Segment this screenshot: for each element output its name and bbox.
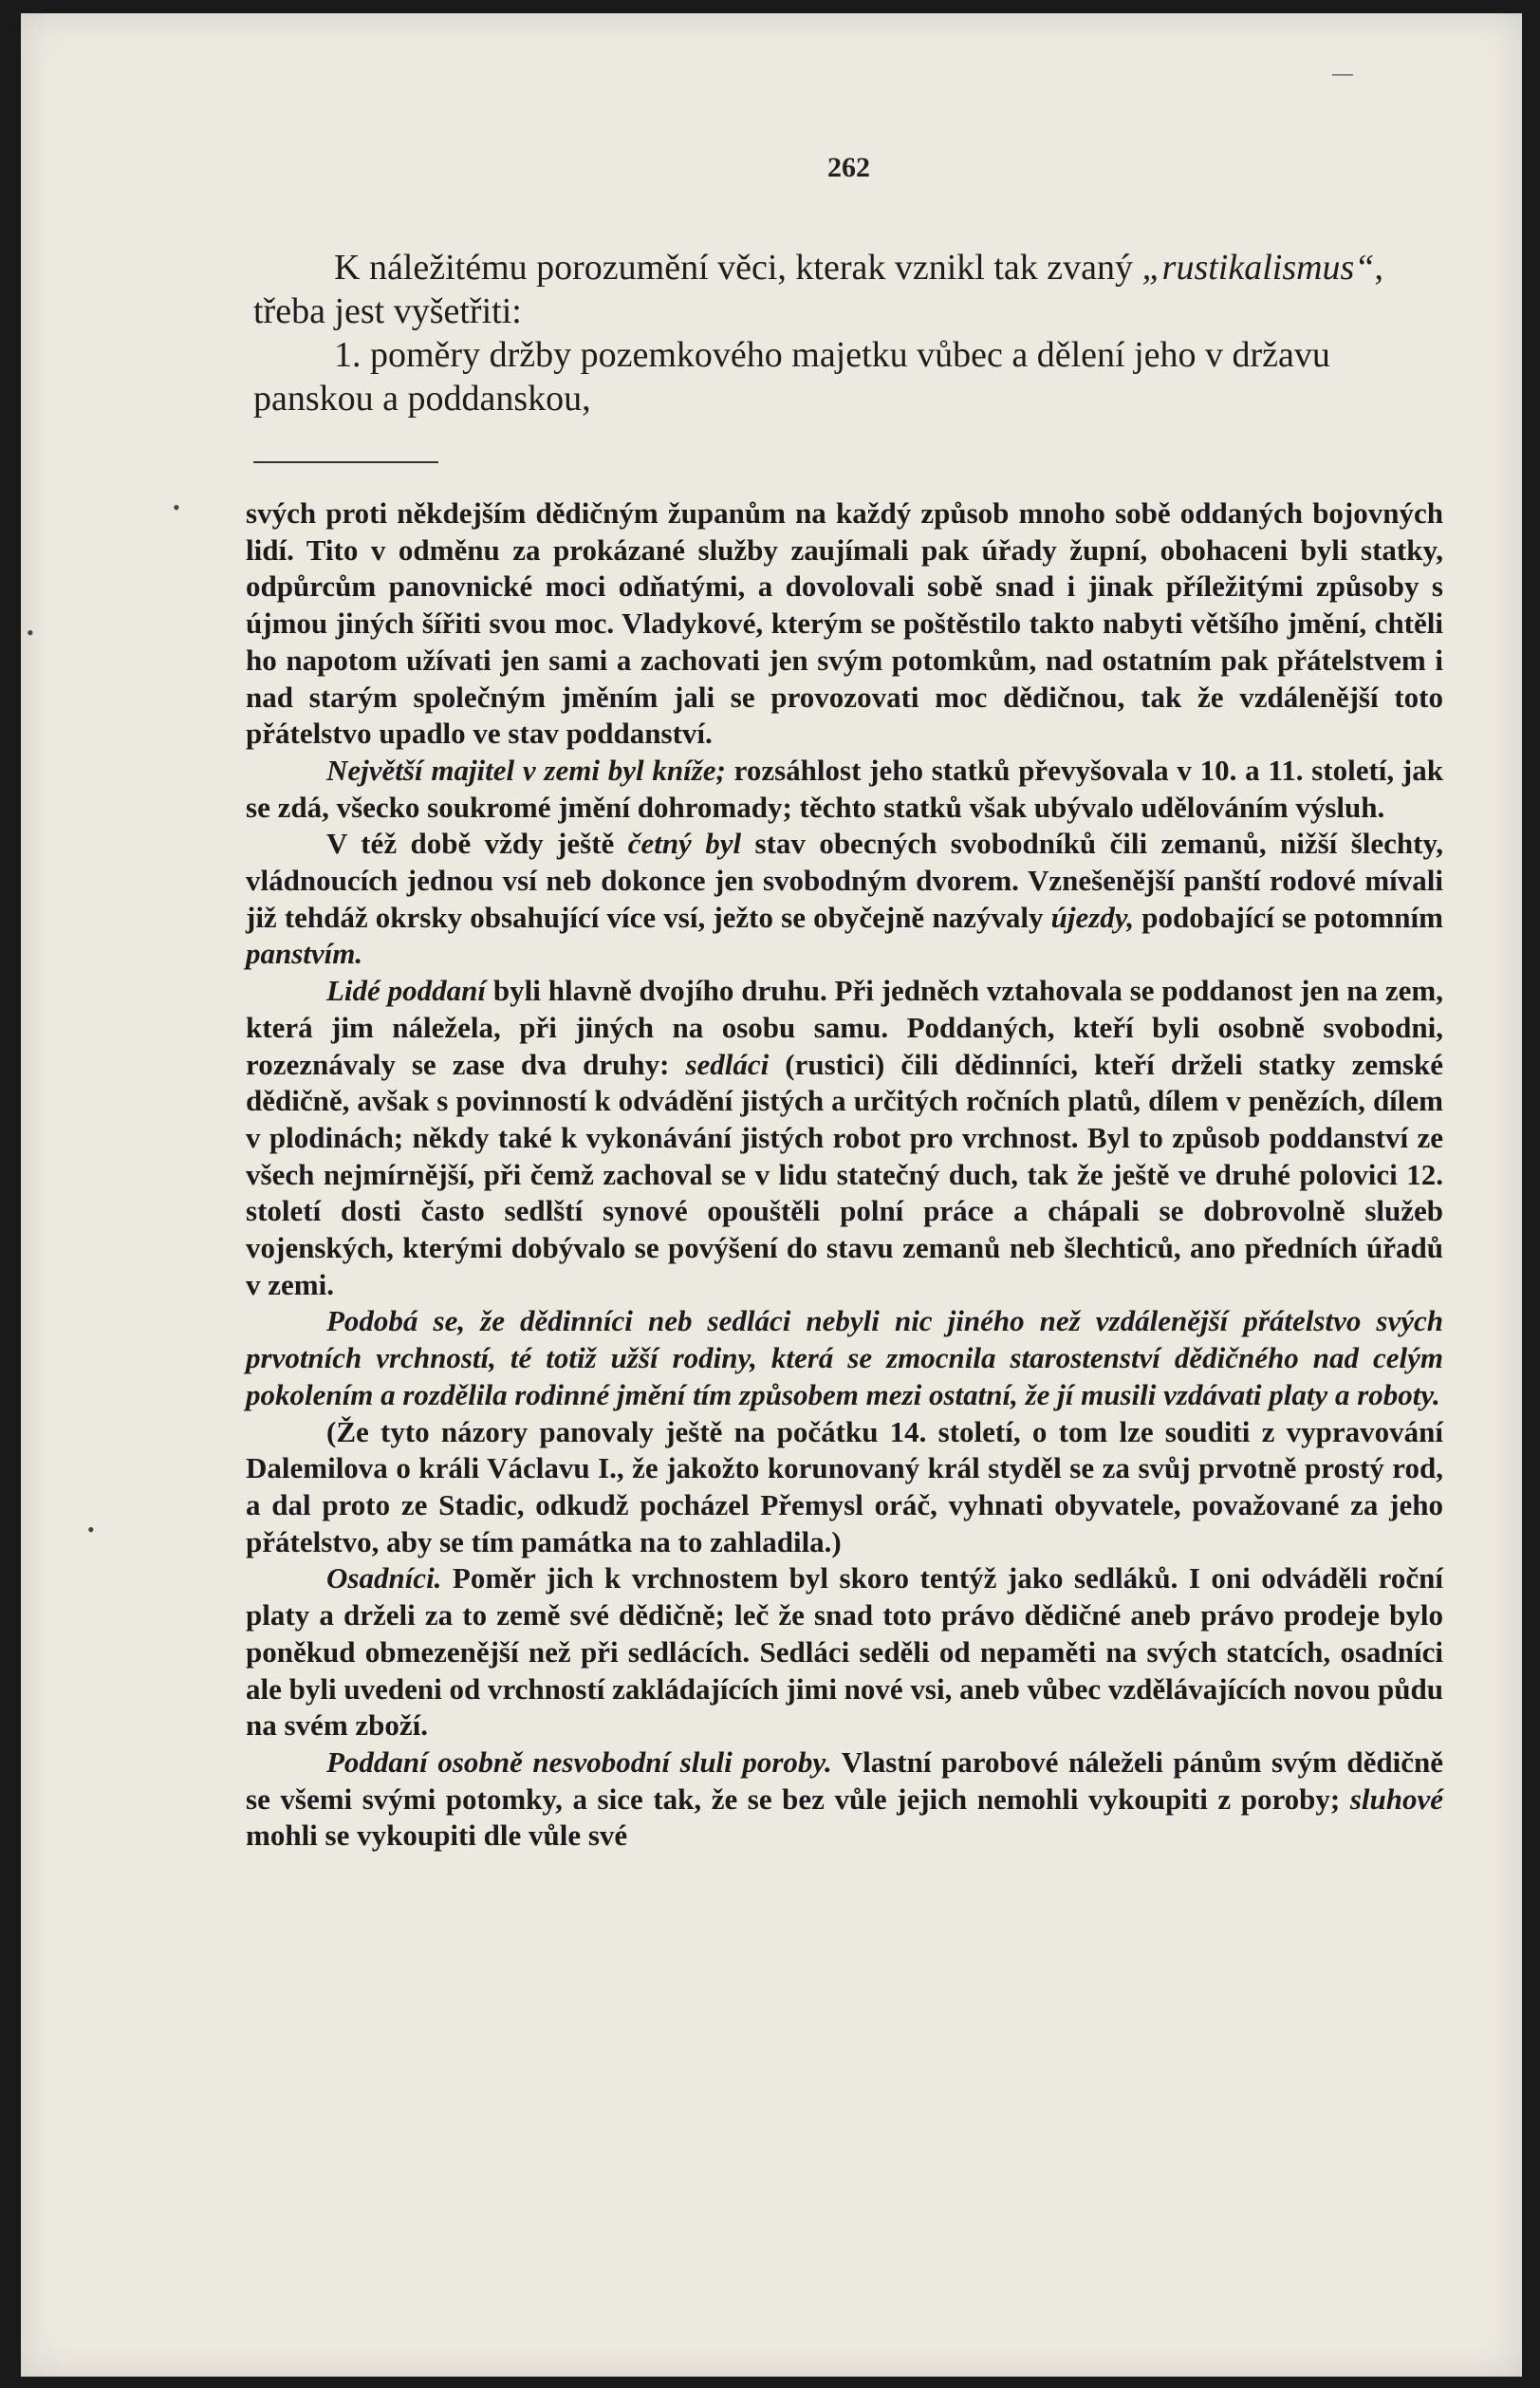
margin-dash: —	[1332, 61, 1353, 84]
emphasis-text: sluhové	[1349, 1782, 1443, 1816]
paragraph-text: (rustici) čili dědinníci, kteří drželi statky zemské dědičně, avšak s povinností k odvádění jistých a určitých ročních platů, dílem v penězích, dílem v plodinách; někdy také k vykonávání jistých robot pro vrchnost. Byl to způsob poddanství ze všech nejmírnější, při čemž zachoval se v lidu statečný duch, tak že ještě ve druhé polovici 12. století dosti často sedlští synové opouštěli polní práce a chápali se dobrovolně služeb vojenských, kterými dobývalo se povýšení do stavu zemanů neb šlechticů, ano předních úřadů v zemi.	[246, 1047, 1443, 1301]
footnote-paragraph-8	[246, 1744, 1443, 1855]
paragraph-text: Vlastní parobové náleželi pánům svým dědičně se všemi svými potomky, a sice tak, že se bez vůle jejich nemohli vykoupiti z poroby;	[246, 1744, 1443, 1816]
intro-point-1: 1. poměry držby pozemkového majetku vůbec a dělení jeho v državu panskou a poddanskou,	[253, 335, 1330, 419]
footnote-paragraph-7	[246, 1560, 1443, 1744]
footnote-paragraph-5	[246, 1303, 1443, 1413]
emphasis-text: újezdy,	[1050, 900, 1135, 934]
scanned-page	[21, 13, 1522, 2377]
footnote-divider	[253, 461, 438, 463]
emphasis-text: četný byl	[627, 827, 742, 861]
footnote-paragraph-6: (Že tyto názory panovaly ještě na počátku 14. století, o tom lze souditi z vypravování Dalemilova o králi Václavu I., že jakožto korunovaný král styděl se za svůj prvotně prostý rod, a dal proto ze Stadic, odkudž pocházel Přemysl oráč, vyhnati obyvatele, považované za jeho přátelstvo, aby se tím památka na to zahladila.)	[246, 1414, 1443, 1558]
footnote-paragraph-1: svých proti někdejším dědičným županům na každý způsob mnoho sobě oddaných bojovných lidí. Tito v odměnu za prokázané služby zaujímali pak úřady župní, obohaceni byli statky, odpůrcům panovnické moci odňatými, a dovolovali sobě snad i jinak příležitými způsoby s újmou jiných šířiti svou moc. Vladykové, kterým se poštěstilo takto nabyti většího jmění, chtěli ho napotom užívati jen sami a zachovati jen svým potomkům, nad ostatním pak přátelstvem i nad starým společným jměním jali se provozovati moc dědičnou, tak že vzdálenější toto přátelstvo upadlo ve stav poddanství.	[246, 496, 1443, 751]
paragraph-text: Poměr jich k vrchnostem byl skoro tentýž jako sedláků. I oni odváděli roční platy a drželi za to země své dědičně; leč že snad toto právo dědičné aneb právo prodeje bylo poněkud obmezenější než při sedlácích. Sedláci seděli od nepaměti na svých statcích, osadníci ale byli uvedeni od vrchností zakládajících jimi nové vsi, aneb vůbec vzdělávajících novou půdu na svém zboží.	[246, 1561, 1443, 1743]
footnote-paragraph-4	[246, 973, 1443, 1303]
footnote-paragraph-3	[246, 826, 1443, 973]
paragraph-text: rozsáhlost jeho statků převyšovala v 10. a 11. století, jak se zdá, všecko soukromé jmění dohromady; těchto statků však ubývalo udělováním výsluh.	[246, 753, 1443, 824]
intro-text	[253, 246, 1439, 420]
margin-dot: •	[87, 1518, 95, 1541]
emphasis-text: Lidé poddaní	[326, 974, 487, 1008]
paragraph-text: mohli se vykoupiti dle vůle své	[246, 1819, 628, 1853]
emphasis-text: sedláci	[685, 1047, 770, 1081]
margin-dot: •	[173, 495, 180, 519]
paragraph-text: stav obecných svobodníků čili zemanů, nižší šlechty, vládnoucích jednou vsí neb dokonce jen svobodným dvorem. Vznešenější panští rodové mívali již tehdáž okrsky obsahující více vsí, ježto se obyčejně nazývaly	[246, 827, 1443, 934]
page-number: 262	[827, 152, 870, 183]
emphasis-text: Poddaní osobně nesvobodní sluli poroby.	[326, 1744, 832, 1779]
paragraph-text: byli hlavně dvojího druhu. Při jedněch vztahovala se poddanost jen na zem, která jim náležela, při jiných na osobu samu. Poddaných, kteří byli osobně svobodni, rozeznávaly se zase dva druhy:	[246, 974, 1443, 1081]
intro-text-start: K náležitému porozumění věci, kterak vznikl tak zvaný	[334, 248, 1142, 288]
paragraph-text: podobající se potomním	[1134, 900, 1443, 934]
intro-text-end: , třeba jest vyšetřiti:	[253, 248, 1383, 331]
emphasis-text: Největší majitel v zemi byl kníže;	[326, 753, 726, 787]
margin-dot: •	[27, 621, 34, 644]
intro-paragraph	[253, 246, 1439, 333]
paragraph-text: V též době vždy ještě	[326, 827, 628, 861]
emphasis-text: Osadníci.	[326, 1561, 442, 1595]
footnote-paragraph-2	[246, 753, 1443, 826]
rustikalismus-term: „rustikalismus“	[1141, 248, 1375, 288]
emphasis-text: Podobá se, že dědinníci neb sedláci nebyli nic jiného než vzdálenější přátelstvo svých prvotních vrchností, té totiž užší rodiny, která se zmocnila starostenství dědičného nad celým pokolením a rozdělila rodinné jmění tím způsobem mezi ostatní, že jí musili vzdávati platy a roboty.	[246, 1304, 1443, 1411]
footnote-text	[246, 495, 1443, 1855]
emphasis-text: panstvím.	[246, 937, 363, 971]
